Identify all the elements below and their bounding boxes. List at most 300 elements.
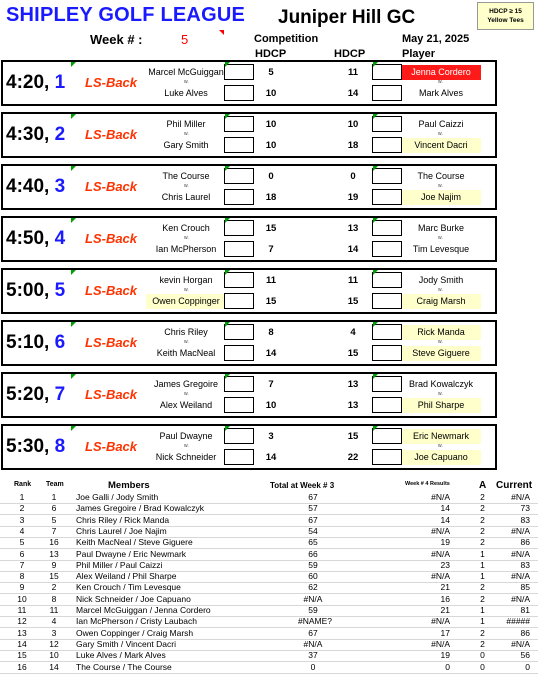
week-result-cell: #N/A xyxy=(431,548,450,559)
a-cell: 1 xyxy=(480,548,485,559)
match-block xyxy=(1,164,497,210)
player-hdcp: 14 xyxy=(265,452,277,463)
green-flag-icon xyxy=(225,62,230,67)
player-name[interactable]: Ian McPherson xyxy=(155,244,217,254)
match-block xyxy=(1,320,497,366)
score-input[interactable] xyxy=(372,85,402,101)
team-cell: 16 xyxy=(49,537,59,548)
standings-row xyxy=(0,662,538,673)
rank-cell: 6 xyxy=(19,548,25,559)
player-name[interactable]: Paul Dwayne xyxy=(159,431,213,441)
rank-cell: 5 xyxy=(19,537,25,548)
rank-cell: 4 xyxy=(19,525,25,536)
player-hdcp: 10 xyxy=(265,140,277,151)
versus-mark: w. xyxy=(184,235,189,241)
team-cell: 5 xyxy=(51,514,57,525)
versus-mark: w. xyxy=(438,287,443,293)
week-number[interactable]: 5 xyxy=(181,32,189,47)
green-flag-icon xyxy=(71,62,76,67)
total-cell: 66 xyxy=(308,548,318,559)
match-format: LS-Back xyxy=(85,75,138,90)
members-cell: Ian McPherson / Cristy Laubach xyxy=(76,616,197,627)
a-cell: 1 xyxy=(480,605,485,615)
score-input[interactable] xyxy=(224,397,254,413)
tee-time-label: 5:30, xyxy=(6,436,50,457)
current-cell: #N/A xyxy=(511,593,530,604)
score-input[interactable] xyxy=(224,449,254,465)
members-cell: Joe Galli / Jody Smith xyxy=(76,492,159,502)
score-input[interactable] xyxy=(372,449,402,465)
versus-mark: w. xyxy=(438,443,443,449)
player-hdcp: 15 xyxy=(347,348,359,359)
rank-header: Rank xyxy=(14,481,32,488)
week-result-cell: 21 xyxy=(440,605,450,615)
standings-row xyxy=(0,560,538,571)
match-format: LS-Back xyxy=(85,231,138,246)
player-hdcp: 13 xyxy=(347,223,359,234)
week-result-cell: 0 xyxy=(445,661,450,672)
members-cell: Nick Schneider / Joe Capuano xyxy=(76,593,191,604)
a-cell: 0 xyxy=(480,661,485,672)
current-cell: #N/A xyxy=(511,571,530,582)
total-cell: #NAME? xyxy=(298,616,333,627)
current-cell: 0 xyxy=(525,661,530,672)
player-name[interactable]: Jenna Cordero xyxy=(401,65,481,80)
green-flag-icon xyxy=(225,374,230,379)
tee-time-label: 4:30, xyxy=(6,124,50,145)
player-name[interactable]: Owen Coppinger xyxy=(146,294,226,309)
score-input[interactable] xyxy=(372,345,402,361)
player-hdcp: 10 xyxy=(265,119,277,130)
player-hdcp: 3 xyxy=(268,431,274,442)
score-input[interactable] xyxy=(224,189,254,205)
members-cell: Chris Laurel / Joe Najim xyxy=(76,525,167,536)
current-cell: #N/A xyxy=(511,638,530,649)
player-hdcp: 10 xyxy=(265,88,277,99)
members-cell: Phil Miller / Paul Caizzi xyxy=(76,559,163,570)
green-flag-icon xyxy=(373,426,378,431)
versus-mark: w. xyxy=(184,391,189,397)
player-name[interactable]: The Course xyxy=(162,171,210,181)
a-cell: 2 xyxy=(480,525,485,536)
standings-row xyxy=(0,616,538,627)
player-hdcp: 15 xyxy=(347,296,359,307)
week-result-cell: 17 xyxy=(440,627,450,638)
match-format: LS-Back xyxy=(85,439,138,454)
week-result-cell: 14 xyxy=(440,503,450,514)
a-cell: 1 xyxy=(480,571,485,582)
player-name[interactable]: Phil Miller xyxy=(166,119,206,129)
score-input[interactable] xyxy=(372,241,402,257)
player-hdcp: 11 xyxy=(265,275,277,286)
green-flag-icon xyxy=(71,270,76,275)
player-hdcp: 13 xyxy=(347,400,359,411)
members-cell: Paul Dwayne / Eric Newmark xyxy=(76,548,187,559)
tee-time xyxy=(6,384,65,406)
green-flag-icon xyxy=(225,166,230,171)
a-cell: 2 xyxy=(480,514,485,525)
green-flag-icon xyxy=(71,426,76,431)
total-cell: 37 xyxy=(308,650,318,661)
members-cell: Alex Weiland / Phil Sharpe xyxy=(76,571,177,582)
total-cell: 0 xyxy=(310,661,316,672)
green-flag-icon xyxy=(71,166,76,171)
group-number: 3 xyxy=(54,176,66,197)
total-cell: #N/A xyxy=(303,593,323,604)
a-cell: 2 xyxy=(480,537,485,548)
team-header: Team xyxy=(46,481,64,488)
members-cell: Owen Coppinger / Craig Marsh xyxy=(76,627,194,638)
week-results-header: Week # 4 Results xyxy=(405,481,450,487)
match-format: LS-Back xyxy=(85,179,138,194)
player-hdcp: 22 xyxy=(347,452,359,463)
team-cell: 2 xyxy=(51,582,57,593)
current-cell: ##### xyxy=(506,616,530,627)
player-name[interactable]: Keith MacNeal xyxy=(156,348,216,358)
total-header: Total at Week # 3 xyxy=(270,481,335,490)
player-name[interactable]: Brad Kowalczyk xyxy=(408,379,474,389)
week-result-cell: 21 xyxy=(440,582,450,593)
green-flag-icon xyxy=(373,166,378,171)
score-input[interactable] xyxy=(224,293,254,309)
match-block xyxy=(1,268,497,314)
members-cell: Luke Alves / Mark Alves xyxy=(76,650,166,661)
rank-cell: 14 xyxy=(17,638,27,649)
league-title: SHIPLEY GOLF LEAGUE xyxy=(6,4,246,26)
score-input[interactable] xyxy=(372,397,402,413)
player-hdcp: 0 xyxy=(350,171,356,182)
group-number: 8 xyxy=(54,436,66,457)
week-result-cell: 19 xyxy=(440,537,450,548)
match-block xyxy=(1,424,497,470)
team-cell: 12 xyxy=(49,638,59,649)
player-name[interactable]: Rick Manda xyxy=(401,325,481,340)
green-flag-icon xyxy=(225,322,230,327)
player-name[interactable]: Luke Alves xyxy=(164,88,208,98)
team-cell: 11 xyxy=(49,605,59,615)
green-flag-icon xyxy=(225,426,230,431)
tee-time xyxy=(6,436,65,458)
player-name[interactable]: The Course xyxy=(417,171,465,181)
versus-mark: w. xyxy=(438,131,443,137)
player-hdcp: 19 xyxy=(347,192,359,203)
match-block xyxy=(1,216,497,262)
current-cell: #N/A xyxy=(511,525,530,536)
player-name[interactable]: Marc Burke xyxy=(417,223,464,233)
player-hdcp: 8 xyxy=(268,327,274,338)
current-cell: 83 xyxy=(520,559,530,570)
player-name[interactable]: Tim Levesque xyxy=(412,244,470,254)
score-input[interactable] xyxy=(372,293,402,309)
standings-row xyxy=(0,492,538,503)
course-name: Juniper Hill GC xyxy=(278,7,416,28)
total-cell: #N/A xyxy=(303,638,323,649)
members-cell: Ken Crouch / Tim Levesque xyxy=(76,582,181,593)
rank-cell: 13 xyxy=(17,627,27,638)
tee-time-label: 5:10, xyxy=(6,332,50,353)
versus-mark: w. xyxy=(184,79,189,85)
green-flag-icon xyxy=(373,270,378,275)
rank-cell: 1 xyxy=(19,492,25,502)
standings-row xyxy=(0,537,538,548)
members-header: Members xyxy=(108,480,150,491)
player-hdcp: 15 xyxy=(347,431,359,442)
player-hdcp: 14 xyxy=(347,88,359,99)
week-label: Week # : xyxy=(90,32,143,47)
player-hdcp: 18 xyxy=(265,192,277,203)
standings-row xyxy=(0,628,538,639)
green-flag-icon xyxy=(373,114,378,119)
total-cell: 57 xyxy=(308,503,318,514)
team-cell: 14 xyxy=(49,661,59,672)
week-result-cell: 16 xyxy=(440,593,450,604)
rank-cell: 8 xyxy=(19,571,25,582)
match-format: LS-Back xyxy=(85,335,138,350)
player-hdcp: 10 xyxy=(265,400,277,411)
current-cell: 83 xyxy=(520,514,530,525)
current-cell: 56 xyxy=(520,650,530,661)
score-input[interactable] xyxy=(224,345,254,361)
versus-mark: w. xyxy=(438,391,443,397)
current-cell: #N/A xyxy=(511,548,530,559)
a-cell: 2 xyxy=(480,593,485,604)
tee-time-label: 5:00, xyxy=(6,280,50,301)
player-name[interactable]: Jody Smith xyxy=(418,275,464,285)
week-result-cell: #N/A xyxy=(431,525,450,536)
green-flag-icon xyxy=(71,114,76,119)
members-cell: Keith MacNeal / Steve Giguere xyxy=(76,537,193,548)
green-flag-icon xyxy=(225,270,230,275)
versus-mark: w. xyxy=(438,235,443,241)
player-name[interactable]: Vincent Dacri xyxy=(401,138,481,153)
total-cell: 65 xyxy=(308,537,318,548)
group-number: 4 xyxy=(54,228,66,249)
versus-mark: w. xyxy=(184,131,189,137)
total-cell: 67 xyxy=(308,492,318,502)
standings-row xyxy=(0,571,538,582)
rank-cell: 7 xyxy=(19,559,25,570)
player-header: Player xyxy=(402,48,436,60)
player-name[interactable]: Alex Weiland xyxy=(159,400,213,410)
rank-cell: 9 xyxy=(19,582,25,593)
player-hdcp: 0 xyxy=(268,171,274,182)
week-result-cell: 19 xyxy=(440,650,450,661)
tee-time-label: 4:40, xyxy=(6,176,50,197)
player-name[interactable]: kevin Horgan xyxy=(159,275,213,285)
player-name[interactable]: Chris Riley xyxy=(164,327,208,337)
player-hdcp: 15 xyxy=(265,296,277,307)
tee-time-label: 4:20, xyxy=(6,72,50,93)
player-name[interactable]: James Gregoire xyxy=(153,379,219,389)
player-name[interactable]: Gary Smith xyxy=(163,140,209,150)
player-hdcp: 7 xyxy=(268,244,274,255)
team-cell: 4 xyxy=(51,616,57,627)
standings-row xyxy=(0,605,538,616)
total-cell: 54 xyxy=(308,525,318,536)
week-result-cell: #N/A xyxy=(431,638,450,649)
player-name[interactable]: Chris Laurel xyxy=(161,192,211,202)
hdcp-note-line2: Yellow Tees xyxy=(487,17,524,24)
a-cell: 2 xyxy=(480,627,485,638)
rank-cell: 12 xyxy=(17,616,27,627)
team-cell: 15 xyxy=(49,571,59,582)
group-number: 1 xyxy=(54,72,66,93)
versus-mark: w. xyxy=(184,183,189,189)
rank-cell: 15 xyxy=(17,650,27,661)
a-cell: 1 xyxy=(480,616,485,627)
week-result-cell: #N/A xyxy=(431,571,450,582)
team-cell: 9 xyxy=(51,559,57,570)
score-input[interactable] xyxy=(372,137,402,153)
tee-time xyxy=(6,332,65,354)
tee-time xyxy=(6,176,65,198)
week-result-cell: #N/A xyxy=(431,492,450,502)
green-flag-icon xyxy=(71,218,76,223)
match-format: LS-Back xyxy=(85,283,138,298)
green-flag-icon xyxy=(373,374,378,379)
current-cell: 85 xyxy=(520,582,530,593)
green-flag-icon xyxy=(373,218,378,223)
team-cell: 3 xyxy=(51,627,57,638)
player-hdcp: 11 xyxy=(347,275,359,286)
standings-row xyxy=(0,582,538,593)
tee-time xyxy=(6,280,65,302)
versus-mark: w. xyxy=(438,339,443,345)
tee-time xyxy=(6,124,65,146)
members-cell: James Gregoire / Brad Kowalczyk xyxy=(76,503,205,514)
team-cell: 6 xyxy=(51,503,57,514)
rank-cell: 3 xyxy=(19,514,25,525)
a-cell: 0 xyxy=(480,650,485,661)
current-cell: 73 xyxy=(520,503,530,514)
player-hdcp: 18 xyxy=(347,140,359,151)
player-name[interactable]: Nick Schneider xyxy=(155,452,217,462)
standings-row xyxy=(0,594,538,605)
player-hdcp: 4 xyxy=(350,327,356,338)
week-result-cell: #N/A xyxy=(431,616,450,627)
green-flag-icon xyxy=(225,114,230,119)
members-cell: Marcel McGuiggan / Jenna Cordero xyxy=(76,605,211,615)
green-flag-icon xyxy=(71,374,76,379)
player-name[interactable]: Phil Sharpe xyxy=(401,398,481,413)
total-cell: 67 xyxy=(308,627,318,638)
team-cell: 7 xyxy=(51,525,57,536)
team-cell: 10 xyxy=(49,650,59,661)
versus-mark: w. xyxy=(184,287,189,293)
player-name[interactable]: Steve Giguere xyxy=(401,346,481,361)
player-name[interactable]: Eric Newmark xyxy=(401,429,481,444)
standings-row xyxy=(0,515,538,526)
current-cell: 86 xyxy=(520,537,530,548)
a-cell: 2 xyxy=(480,503,485,514)
current-cell: 81 xyxy=(520,605,530,615)
match-block xyxy=(1,112,497,158)
total-cell: 62 xyxy=(308,582,318,593)
a-header: A xyxy=(479,480,487,491)
player-hdcp: 7 xyxy=(268,379,274,390)
versus-mark: w. xyxy=(438,183,443,189)
total-cell: 67 xyxy=(308,514,318,525)
player-hdcp: 11 xyxy=(347,67,359,78)
sheet-header xyxy=(0,0,538,58)
player-hdcp: 5 xyxy=(268,67,274,78)
player-name[interactable]: Marcel McGuiggan xyxy=(148,67,224,77)
player-hdcp: 14 xyxy=(265,348,277,359)
total-cell: 59 xyxy=(308,605,318,615)
versus-mark: w. xyxy=(184,339,189,345)
standings-row xyxy=(0,503,538,514)
versus-mark: w. xyxy=(438,79,443,85)
score-input[interactable] xyxy=(224,137,254,153)
player-name[interactable]: Craig Marsh xyxy=(401,294,481,309)
group-number: 5 xyxy=(54,280,66,301)
members-cell: Chris Riley / Rick Manda xyxy=(76,514,170,525)
hdcp-header-left: HDCP xyxy=(255,48,287,60)
week-result-cell: 23 xyxy=(440,559,450,570)
members-cell: The Course / The Course xyxy=(76,661,172,672)
group-number: 7 xyxy=(54,384,66,405)
player-name[interactable]: Paul Caizzi xyxy=(418,119,464,129)
player-name[interactable]: Ken Crouch xyxy=(162,223,210,233)
rank-cell: 10 xyxy=(17,593,27,604)
a-cell: 2 xyxy=(480,492,485,502)
current-cell: 86 xyxy=(520,627,530,638)
score-input[interactable] xyxy=(372,189,402,205)
player-hdcp: 10 xyxy=(347,119,359,130)
tee-time-label: 4:50, xyxy=(6,228,50,249)
player-name[interactable]: Joe Capuano xyxy=(401,450,481,465)
round-date: May 21, 2025 xyxy=(402,33,470,45)
rank-cell: 16 xyxy=(17,661,27,672)
current-cell: #N/A xyxy=(511,492,530,502)
rank-cell: 11 xyxy=(17,605,27,615)
total-cell: 60 xyxy=(308,571,318,582)
team-cell: 8 xyxy=(51,593,57,604)
hdcp-note-line1: HDCP ≥ 15 xyxy=(489,8,522,15)
a-cell: 1 xyxy=(480,559,485,570)
standings-row xyxy=(0,526,538,537)
hdcp-note xyxy=(477,2,534,30)
standings-row xyxy=(0,549,538,560)
team-cell: 13 xyxy=(49,548,59,559)
hdcp-header-right: HDCP xyxy=(334,48,366,60)
match-format: LS-Back xyxy=(85,127,138,142)
player-hdcp: 14 xyxy=(347,244,359,255)
tee-time xyxy=(6,72,65,94)
members-cell: Gary Smith / Vincent Dacri xyxy=(76,638,176,649)
versus-mark: w. xyxy=(184,443,189,449)
rank-cell: 2 xyxy=(19,503,25,514)
week-result-cell: 14 xyxy=(440,514,450,525)
group-number: 2 xyxy=(54,124,66,145)
match-block xyxy=(1,60,497,106)
score-input[interactable] xyxy=(224,241,254,257)
player-name[interactable]: Mark Alves xyxy=(418,88,463,98)
group-number: 6 xyxy=(54,332,66,353)
row-divider xyxy=(0,673,538,674)
player-hdcp: 13 xyxy=(347,379,359,390)
standings-row xyxy=(0,650,538,661)
player-name[interactable]: Joe Najim xyxy=(401,190,481,205)
current-header: Current xyxy=(496,480,533,491)
green-flag-icon xyxy=(225,218,230,223)
competition-label: Competition xyxy=(254,33,319,45)
player-hdcp: 15 xyxy=(265,223,277,234)
total-cell: 59 xyxy=(308,559,318,570)
a-cell: 2 xyxy=(480,582,485,593)
score-input[interactable] xyxy=(224,85,254,101)
tee-time-label: 5:20, xyxy=(6,384,50,405)
